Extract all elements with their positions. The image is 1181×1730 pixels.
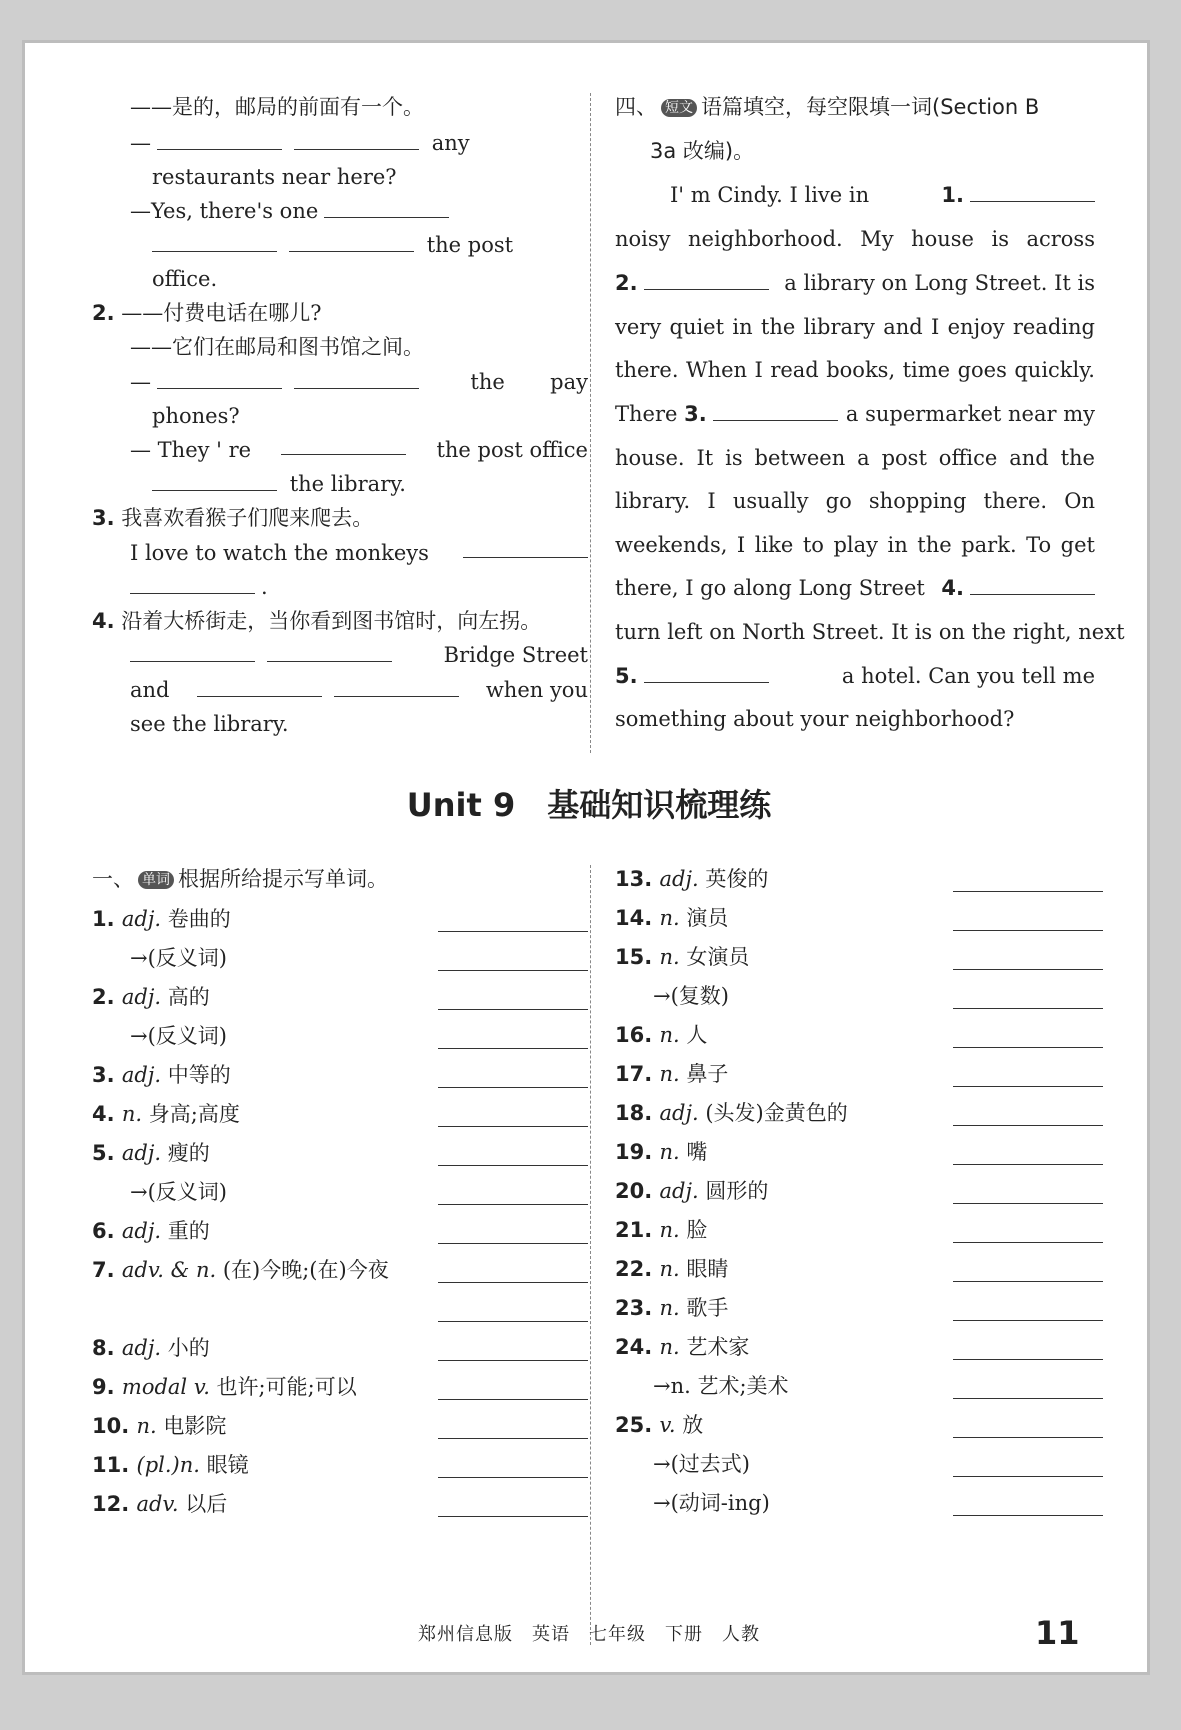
vocab-item — [615, 1255, 728, 1283]
q2-number: 2. — [92, 301, 115, 325]
vocab-item — [92, 1412, 226, 1440]
answer-line[interactable] — [953, 1320, 1103, 1321]
vocab-hint: →(反义词) — [130, 1024, 227, 1048]
vocab-item — [130, 1022, 227, 1050]
blank-3[interactable] — [713, 402, 838, 421]
text: the post office — [436, 438, 588, 462]
q3-number: 3. — [92, 506, 115, 530]
answer-line[interactable] — [438, 1321, 588, 1322]
answer-line[interactable] — [953, 1008, 1103, 1009]
part-of-speech: n. — [659, 1023, 687, 1047]
answer-line[interactable] — [438, 970, 588, 971]
q2-line5 — [130, 436, 588, 464]
q2-line2: ——它们在邮局和图书馆之间。 — [130, 335, 424, 359]
part-of-speech: adj. — [659, 867, 706, 891]
blank-number: 5. — [615, 664, 638, 688]
worksheet-page — [22, 40, 1150, 1675]
left-column-top — [25, 43, 588, 823]
vocab-number: 12. — [92, 1492, 137, 1516]
vocab-hint: 女演员 — [686, 945, 750, 969]
text: 我喜欢看猴子们爬来爬去。 — [121, 506, 374, 530]
vocab-item — [92, 1451, 249, 1479]
vocab-item — [92, 1139, 210, 1167]
q4-number: 4. — [92, 609, 115, 633]
answer-line[interactable] — [953, 1125, 1103, 1126]
vocab-number: 18. — [615, 1101, 660, 1125]
part-of-speech: adv. & n. — [121, 1258, 223, 1282]
q4-line2 — [130, 641, 588, 669]
passage-line-6 — [615, 400, 1095, 428]
part-of-speech: n. — [659, 1218, 687, 1242]
passage-line-11: turn left on North Street. It is on the right, next — [615, 620, 1125, 644]
vocab-hint: 嘴 — [686, 1140, 708, 1164]
blank[interactable] — [152, 472, 277, 491]
vocab-item — [92, 1217, 210, 1245]
text: 四、 — [615, 95, 657, 119]
answer-line[interactable] — [953, 1359, 1103, 1360]
passage-line-10 — [615, 574, 1095, 602]
text: 一、 — [92, 867, 134, 891]
vocab-number: 3. — [92, 1063, 122, 1087]
blank[interactable] — [294, 370, 419, 389]
answer-line[interactable] — [438, 1438, 588, 1439]
vocab-number: 14. — [615, 906, 660, 930]
text: I love to watch the monkeys — [130, 541, 429, 565]
q4-line1 — [92, 607, 541, 635]
text: ——付费电话在哪儿? — [121, 301, 322, 325]
vocab-hint: →(反义词) — [130, 1180, 227, 1204]
vocab-hint: →(动词-ing) — [653, 1491, 770, 1515]
answer-line[interactable] — [953, 1242, 1103, 1243]
q1-line4 — [146, 231, 513, 259]
text: any — [431, 131, 470, 155]
text: a hotel. Can you tell me — [841, 664, 1095, 688]
vocab-hint: 鼻子 — [686, 1062, 729, 1086]
vocab-item — [615, 1177, 768, 1205]
vocab-item — [615, 1060, 728, 1088]
answer-line[interactable] — [438, 1477, 588, 1478]
q2-line3: — the pay — [130, 370, 588, 394]
passage-line-5: there. When I read books, time goes quickly. — [615, 358, 1095, 382]
part-of-speech: adj. — [121, 1219, 168, 1243]
vocab-number: 17. — [615, 1062, 660, 1086]
part-of-speech: adj. — [121, 1141, 168, 1165]
q4-line4: see the library. — [130, 712, 289, 736]
page-number: 11 — [1035, 1614, 1080, 1652]
vocab-hint: 眼镜 — [206, 1453, 249, 1477]
text: the post — [426, 233, 514, 257]
passage-line-4: very quiet in the library and I enjoy reading — [615, 315, 1095, 339]
blank[interactable] — [130, 643, 255, 662]
text: I' m Cindy. I live in — [670, 183, 870, 207]
blank[interactable] — [289, 233, 414, 252]
part-of-speech: n. — [121, 1102, 149, 1126]
vocab-item — [92, 1100, 240, 1128]
part-of-speech: modal v. — [121, 1375, 217, 1399]
q1-chinese-answer: ——是的，邮局的前面有一个。 — [130, 95, 424, 119]
footer-info: 郑州信息版 英语 七年级 下册 人教 — [418, 1624, 760, 1645]
q2-line4: phones? — [152, 404, 240, 428]
passage-tag: 短文 — [661, 99, 697, 117]
vocab-number: 6. — [92, 1219, 122, 1243]
vocab-hint: 身高;高度 — [148, 1102, 240, 1126]
text: the library. — [289, 472, 406, 496]
answer-line[interactable] — [953, 1476, 1103, 1477]
vocab-hint: 电影院 — [163, 1414, 227, 1438]
blank[interactable] — [281, 436, 406, 455]
text: . — [261, 575, 268, 599]
q4-line3 — [130, 676, 588, 704]
vocab-hint: 演员 — [686, 906, 729, 930]
text: 根据所给提示写单词。 — [178, 867, 388, 891]
text: pay — [550, 370, 588, 394]
answer-line[interactable] — [953, 1281, 1103, 1282]
blank[interactable] — [197, 678, 322, 697]
vocab-hint: 高的 — [167, 985, 210, 1009]
vocab-hint: 英俊的 — [705, 867, 769, 891]
answer-line[interactable] — [438, 1282, 588, 1283]
vocab-item — [92, 1334, 210, 1362]
vocab-number: 9. — [92, 1375, 122, 1399]
answer-line[interactable] — [953, 1164, 1103, 1165]
vocab-item — [615, 904, 728, 932]
answer-line[interactable] — [953, 891, 1103, 892]
vocab-hint: →(复数) — [653, 984, 729, 1008]
passage-line-1 — [670, 181, 1095, 209]
vocab-hint: 脸 — [686, 1218, 708, 1242]
part-of-speech: adv. — [136, 1492, 186, 1516]
part-of-speech: n. — [659, 1257, 687, 1281]
vocab-item — [92, 1373, 357, 1401]
vocab-hint: →(过去式) — [653, 1452, 750, 1476]
vocab-hint: 歌手 — [686, 1296, 729, 1320]
text: —Yes, there's one — [130, 199, 319, 223]
answer-line[interactable] — [438, 1243, 588, 1244]
vocab-hint: 人 — [686, 1023, 708, 1047]
part-of-speech: n. — [136, 1414, 164, 1438]
passage-line-2: noisy neighborhood. My house is across — [615, 227, 1095, 251]
vocab-number: 19. — [615, 1140, 660, 1164]
vocab-hint: 瘦的 — [167, 1141, 210, 1165]
vocab-number: 21. — [615, 1218, 660, 1242]
text: There — [615, 402, 678, 426]
vocab-number: 25. — [615, 1413, 660, 1437]
text: — They ' re — [130, 438, 252, 462]
vocab-number: 8. — [92, 1336, 122, 1360]
text: a supermarket near my — [845, 402, 1095, 426]
blank[interactable] — [267, 643, 392, 662]
vocab-number: 16. — [615, 1023, 660, 1047]
blank[interactable] — [324, 199, 449, 218]
vocab-item — [615, 1021, 707, 1049]
blank-number: 2. — [615, 271, 638, 295]
passage-line-7: house. It is between a post office and the — [615, 446, 1095, 470]
blank[interactable] — [130, 575, 255, 594]
answer-line[interactable] — [953, 969, 1103, 970]
vocab-hint: 艺术家 — [686, 1335, 750, 1359]
blank-number: 4. — [941, 576, 964, 600]
vocab-item — [615, 1216, 707, 1244]
vocab-number: 22. — [615, 1257, 660, 1281]
vocab-tag: 单词 — [138, 871, 174, 889]
vocab-number: 20. — [615, 1179, 660, 1203]
part-of-speech: v. — [659, 1413, 683, 1437]
answer-line[interactable] — [953, 1515, 1103, 1516]
vocab-item — [653, 982, 729, 1010]
column-divider-bottom — [590, 865, 591, 1645]
answer-line[interactable] — [438, 931, 588, 932]
answer-line[interactable] — [953, 930, 1103, 931]
vocab-number: 1. — [92, 907, 122, 931]
answer-line[interactable] — [438, 1360, 588, 1361]
vocab-number: 4. — [92, 1102, 122, 1126]
blank-4[interactable] — [970, 576, 1095, 595]
text: a library on Long Street. It is — [784, 271, 1095, 295]
vocab-number: 11. — [92, 1453, 137, 1477]
vocab-hint: 也许;可能;可以 — [216, 1375, 357, 1399]
blank-5[interactable] — [644, 664, 769, 683]
answer-line[interactable] — [438, 1048, 588, 1049]
answer-line[interactable] — [953, 1203, 1103, 1204]
vocab-hint: →(反义词) — [130, 946, 227, 970]
vocab-item — [92, 1256, 389, 1284]
passage-section — [615, 43, 1125, 823]
text: when you — [485, 678, 588, 702]
column-divider — [590, 93, 591, 753]
vocab-hint: 重的 — [167, 1219, 210, 1243]
part-of-speech: n. — [659, 945, 687, 969]
vocab-item — [653, 1372, 789, 1400]
part-of-speech: adj. — [121, 907, 168, 931]
vocab-item — [92, 1490, 227, 1518]
vocab-hint: 卷曲的 — [167, 907, 231, 931]
passage-line-12 — [615, 662, 1095, 690]
vocab-hint: 中等的 — [167, 1063, 231, 1087]
vocab-number: 23. — [615, 1296, 660, 1320]
vocab-number: 5. — [92, 1141, 122, 1165]
vocab-item — [615, 943, 749, 971]
vocab-item — [130, 1178, 227, 1206]
q3-line2 — [130, 539, 588, 567]
answer-line[interactable] — [953, 1437, 1103, 1438]
q2-line1 — [92, 299, 322, 327]
answer-line[interactable] — [438, 1516, 588, 1517]
vocab-number: 7. — [92, 1258, 122, 1282]
vocab-hint: 圆形的 — [705, 1179, 769, 1203]
text: the — [470, 370, 505, 394]
passage-line-8: library. I usually go shopping there. On — [615, 489, 1095, 513]
blank[interactable] — [334, 678, 459, 697]
vocab-hint: 小的 — [167, 1336, 210, 1360]
blank[interactable] — [463, 539, 588, 558]
blank-1[interactable] — [970, 183, 1095, 202]
blank-number: 3. — [684, 402, 707, 426]
blank[interactable] — [294, 131, 419, 150]
vocab-item — [615, 1333, 749, 1361]
vocab-hint: 放 — [682, 1413, 704, 1437]
vocab-number: 15. — [615, 945, 660, 969]
q3-line3 — [124, 573, 268, 601]
text: Bridge Street — [443, 643, 588, 667]
text: 语篇填空，每空限填一词(Section B — [701, 95, 1040, 119]
vocab-item — [615, 1099, 848, 1127]
vocab-item — [92, 905, 231, 933]
part-of-speech: adj. — [121, 1336, 168, 1360]
part-of-speech: adj. — [121, 1063, 168, 1087]
vocab-heading — [92, 865, 388, 893]
part-of-speech: n. — [659, 1062, 687, 1086]
part-of-speech: adj. — [659, 1179, 706, 1203]
passage-line-13: something about your neighborhood? — [615, 707, 1015, 731]
vocab-item — [130, 944, 227, 972]
text: and — [130, 678, 170, 702]
vocab-item — [653, 1489, 770, 1517]
answer-line[interactable] — [953, 1398, 1103, 1399]
q3-line1 — [92, 504, 373, 532]
vocab-item — [92, 983, 210, 1011]
part-of-speech: adj. — [659, 1101, 706, 1125]
vocab-hint: →n. 艺术;美术 — [653, 1374, 789, 1398]
vocab-item — [653, 1450, 750, 1478]
part-of-speech: adj. — [121, 985, 168, 1009]
blank[interactable] — [152, 233, 277, 252]
passage-line-9: weekends, I like to play in the park. To get — [615, 533, 1095, 557]
vocab-item — [615, 865, 768, 893]
vocab-number: 10. — [92, 1414, 137, 1438]
vocab-hint: 以后 — [185, 1492, 228, 1516]
vocab-item — [615, 1294, 728, 1322]
vocab-item — [615, 1138, 707, 1166]
vocab-hint: (头发)金黄色的 — [705, 1101, 848, 1125]
section-four-heading — [615, 93, 1039, 121]
text: 沿着大桥街走，当你看到图书馆时，向左拐。 — [121, 609, 542, 633]
answer-line[interactable] — [953, 1047, 1103, 1048]
part-of-speech: n. — [659, 1140, 687, 1164]
passage-line-3 — [615, 269, 1095, 297]
answer-line[interactable] — [953, 1086, 1103, 1087]
q1-line3 — [130, 197, 455, 225]
part-of-speech: n. — [659, 1296, 687, 1320]
unit-title: Unit 9 基础知识梳理练 — [406, 786, 772, 824]
vocab-item — [615, 1411, 703, 1439]
vocab-item — [92, 1061, 231, 1089]
answer-line[interactable] — [438, 1165, 588, 1166]
blank-2[interactable] — [644, 271, 769, 290]
part-of-speech: n. — [659, 906, 687, 930]
answer-line[interactable] — [438, 1087, 588, 1088]
answer-line[interactable] — [438, 1204, 588, 1205]
blank-number: 1. — [941, 183, 964, 207]
answer-line[interactable] — [438, 1009, 588, 1010]
section-four-heading-2: 3a 改编)。 — [650, 139, 755, 163]
answer-line[interactable] — [438, 1126, 588, 1127]
answer-line[interactable] — [438, 1399, 588, 1400]
q2-line6 — [146, 470, 406, 498]
text: there, I go along Long Street — [615, 576, 925, 600]
part-of-speech: n. — [659, 1335, 687, 1359]
q1-line5: office. — [152, 267, 218, 291]
part-of-speech: (pl.)n. — [136, 1453, 207, 1477]
blank[interactable] — [157, 131, 282, 150]
vocab-number: 2. — [92, 985, 122, 1009]
vocab-number: 13. — [615, 867, 660, 891]
vocab-hint: 眼睛 — [686, 1257, 729, 1281]
q1-line1: — any — [130, 131, 470, 155]
vocab-number: 24. — [615, 1335, 660, 1359]
vocab-hint: (在)今晚;(在)今夜 — [222, 1258, 389, 1282]
q1-line2: restaurants near here? — [152, 165, 397, 189]
blank[interactable] — [157, 370, 282, 389]
